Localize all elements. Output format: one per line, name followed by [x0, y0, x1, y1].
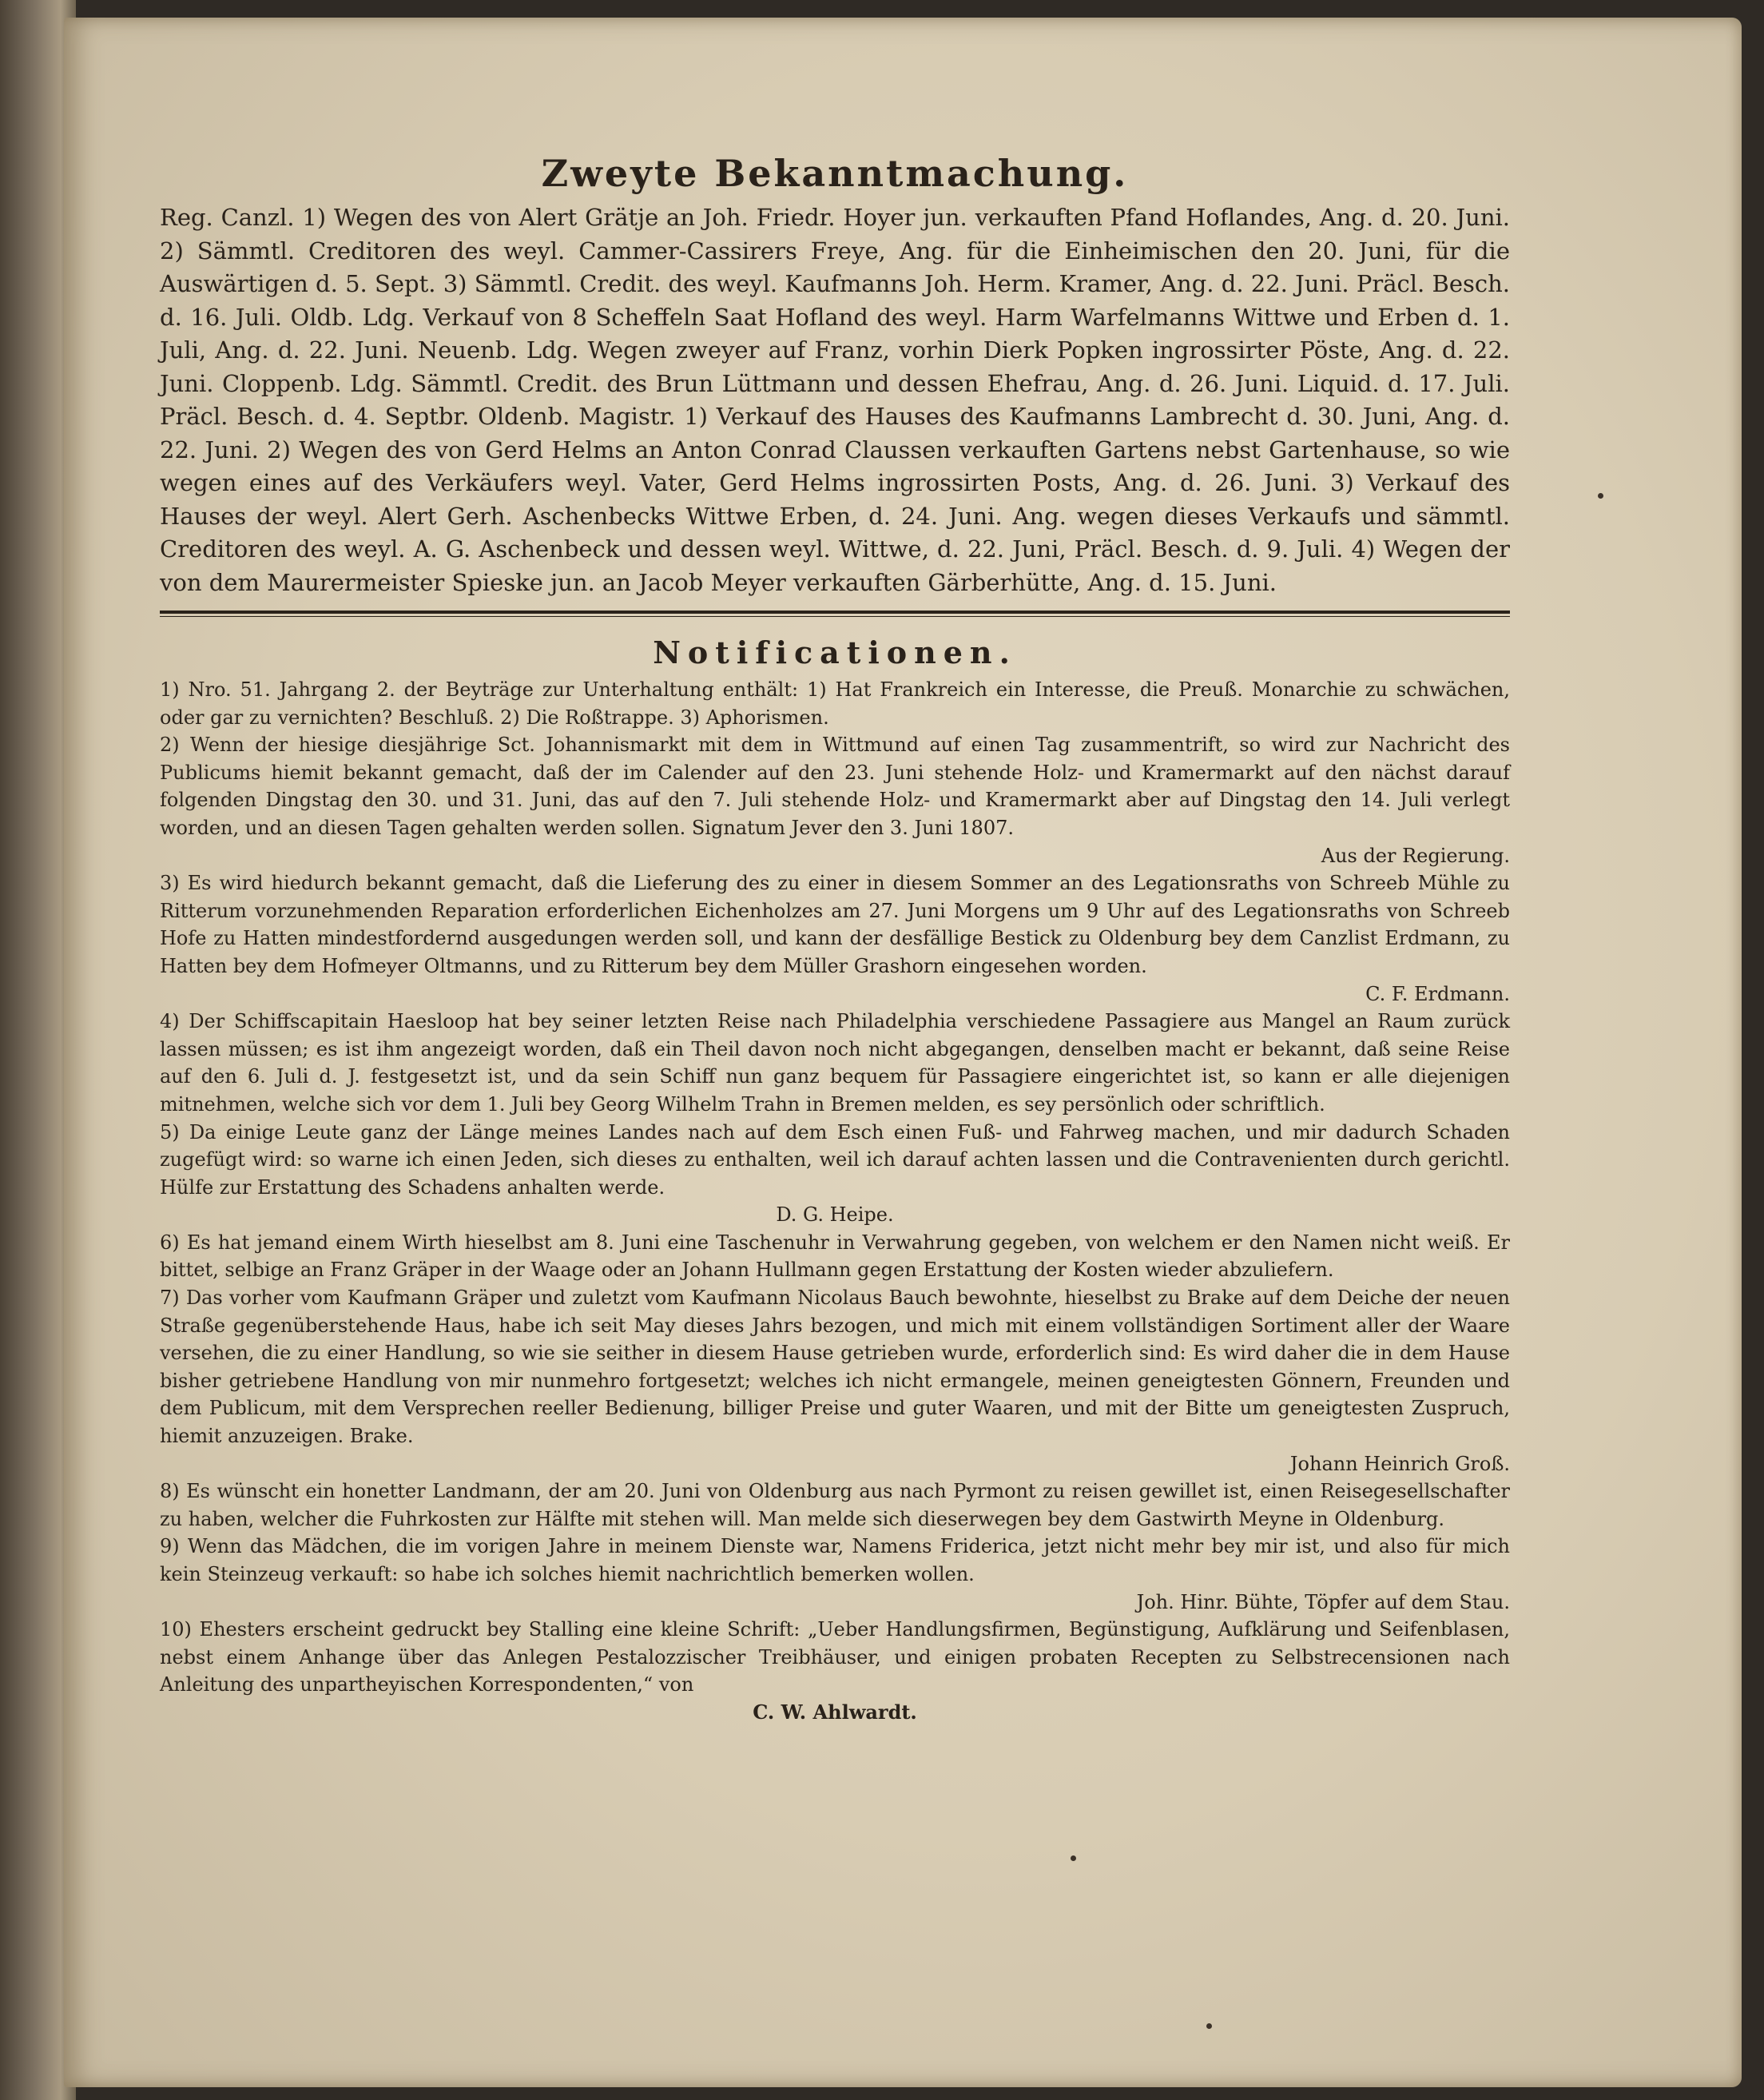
notice-item — [160, 676, 1510, 731]
notice-signature: Aus der Regierung. — [1321, 844, 1510, 867]
announcement-block — [160, 201, 1510, 599]
notice-item — [160, 1008, 1510, 1118]
page-content — [160, 152, 1510, 1727]
notice-item — [160, 1616, 1510, 1726]
notices-list — [160, 676, 1510, 1727]
notice-text: 8) Es wünscht ein honetter Landmann, der am 20. Juni von Oldenburg aus nach Pyrmont zu reisen gewillet ist, einen Reisegesellschafter zu haben, welcher die Fuhrkosten zur Hälfte mit stehen will. Man melde sich dieserwegen bey dem Gastwirth Meyne in Oldenburg. — [160, 1480, 1510, 1530]
notice-signature: D. G. Heipe. — [776, 1203, 894, 1227]
notice-text: 10) Ehesters erscheint gedruckt bey Stalling eine kleine Schrift: „Ueber Handlungsfirmen, Begünstigung, Aufklärung und Seifenblasen, nebst einem Anhange über das Anlegen Pestalozzischer Treibhäuser, und einigen probaten Recepten zu Selbstrecensionen nach Anleitung des unpartheyischen Korrespondenten,“ von — [160, 1618, 1510, 1696]
heading-notificationen: Notificationen. — [653, 634, 1017, 670]
notice-text: 4) Der Schiffscapitain Haesloop hat bey seiner letzten Reise nach Philadelphia verschiedene Passagiere aus Mangel an Raum zurück lassen müssen; es ist ihm angezeigt worden, daß ein Theil davon noch nicht abgegangen, denselben macht er bekannt, daß seine Reise auf den 6. Juli d. J. festgesetzt ist, und da sein Schiff nun ganz bequem für Passagiere eingerichtet ist, so kann er alle diejenigen mitnehmen, welche sich vor dem 1. Juli bey Georg Wilhelm Trahn in Bremen melden, es sey persönlich oder schriftlich. — [160, 1010, 1510, 1116]
notice-signature: Joh. Hinr. Bühte, Töpfer auf dem Stau. — [1136, 1590, 1510, 1613]
notice-item — [160, 1229, 1510, 1284]
notice-text: 6) Es hat jemand einem Wirth hieselbst am 8. Juni eine Taschenuhr in Verwahrung gegeben, von welchem er den Namen nicht weiß. Er bittet, selbige an Franz Gräper in der Waage oder an Johann Hullmann gegen Erstattung der Kosten wieder abzuliefern. — [160, 1231, 1510, 1282]
notice-signature: C. W. Ahlwardt. — [753, 1700, 917, 1724]
notice-item — [160, 1284, 1510, 1478]
notice-text: 2) Wenn der hiesige diesjährige Sct. Johannismarkt mit dem in Wittmund auf einen Tag zusammentrift, so wird zur Nachricht des Publicums hiemit bekannt gemacht, daß der im Calender auf den 23. Juni stehende Holz- und Kramermarkt auf den nächst darauf folgenden Dingstag den 30. und 31. Juni, das auf den 7. Juli stehende Holz- und Kramermarkt aber auf Dingstag den 14. Juli verlegt worden, und an diesen Tagen gehalten werden sollen. Signatum Jever den 3. Juni 1807. — [160, 734, 1510, 839]
notice-text: 7) Das vorher vom Kaufmann Gräper und zuletzt vom Kaufmann Nicolaus Bauch bewohnte, hieselbst zu Brake auf dem Deiche der neuen Straße gegenüberstehende Haus, habe ich seit May dieses Jahrs bezogen, und mich mit einem vollständigen Sortiment aller der Waare versehen, die zu einer Handlung, so wie sie seither in diesem Hause getrieben wurde, erforderlich sind: Es wird daher die in dem Hause bisher getriebene Handlung von mir nunmehro fortgesetzt; welches ich nicht ermangele, meinen geneigtesten Gönnern, Freunden und dem Publicum, mit dem Versprechen reeller Bedienung, billiger Preise und guter Waaren, und mit der Bitte um geneigtesten Zuspruch, hiemit anzuzeigen. Brake. — [160, 1287, 1510, 1448]
notice-item — [160, 869, 1510, 1008]
notice-item — [160, 1119, 1510, 1229]
notice-signature: C. F. Erdmann. — [1365, 982, 1510, 1005]
section-divider — [160, 611, 1510, 617]
notice-text: 9) Wenn das Mädchen, die im vorigen Jahre in meinem Dienste war, Namens Friderica, jetzt nicht mehr bey mir ist, und also für mich kein Steinzeug verkauft: so habe ich solches hiemit nachrichtlich bemerken wollen. — [160, 1535, 1510, 1585]
notice-text: 5) Da einige Leute ganz der Länge meines Landes nach auf dem Esch einen Fuß- und Fahrweg machen, und mir dadurch Schaden zugefügt wird: so warne ich einen Jeden, sich dieses zu enthalten, weil ich darauf achten lassen und die Contravenienten durch gerichtl. Hülfe zur Erstattung des Schadens anhalten werde. — [160, 1120, 1510, 1199]
margin-mark — [1598, 493, 1603, 499]
notice-item — [160, 1478, 1510, 1533]
heading-zweyte-bekanntmachung: Zweyte Bekanntmachung. — [541, 152, 1129, 195]
notice-item — [160, 1533, 1510, 1616]
announcement-paragraph: Reg. Canzl. 1) Wegen des von Alert Grätje an Joh. Friedr. Hoyer jun. verkauften Pfand Hoflandes, Ang. d. 20. Juni. 2) Sämmtl. Creditoren des weyl. Cammer-Cassirers Freye, Ang. für die Einheimischen den 20. Juni, für die Auswärtigen d. 5. Sept. 3) Sämmtl. Credit. des weyl. Kaufmanns Joh. Herm. Kramer, Ang. d. 22. Juni. Präcl. Besch. d. 16. Juli. Oldb. Ldg. Verkauf von 8 Scheffeln Saat Hofland des weyl. Harm Warfelmanns Wittwe und Erben d. 1. Juli, Ang. d. 22. Juni. Neuenb. Ldg. Wegen zweyer auf Franz, vorhin Dierk Popken ingrossirter Pöste, Ang. d. 22. Juni. Cloppenb. Ldg. Sämmtl. Credit. des Brun Lüttmann und dessen Ehefrau, Ang. d. 26. Juni. Liquid. d. 17. Juli. Präcl. Besch. d. 4. Septbr. Oldenb. Magistr. 1) Verkauf des Hauses des Kaufmanns Lambrecht d. 30. Juni, Ang. d. 22. Juni. 2) Wegen des von Gerd Helms an Anton Conrad Claussen verkauften Gartens nebst Gartenhause, so wie wegen eines auf des Verkäufers weyl. Vater, Gerd Helms ingrossirten Posts, Ang. d. 26. Juni. 3) Verkauf des Hauses der weyl. Alert Gerh. Aschenbecks Wittwe Erben, d. 24. Juni. Ang. wegen dieses Verkaufs und sämmtl. Creditoren des weyl. A. G. Aschenbeck und dessen weyl. Wittwe, d. 22. Juni, Präcl. Besch. d. 9. Juli. 4) Wegen der von dem Maurermeister Spieske jun. an Jacob Meyer verkauften Gärberhütte, Ang. d. 15. Juni. — [160, 204, 1510, 596]
notice-item — [160, 731, 1510, 869]
margin-mark — [1071, 1855, 1076, 1861]
notice-text: 1) Nro. 51. Jahrgang 2. der Beyträge zur Unterhaltung enthält: 1) Hat Frankreich ein Interesse, die Preuß. Monarchie zu schwächen, oder gar zu vernichten? Beschluß. 2) Die Roßtrappe. 3) Aphorismen. — [160, 678, 1510, 729]
notice-signature: Johann Heinrich Groß. — [1289, 1452, 1510, 1475]
margin-mark — [1206, 2023, 1212, 2029]
notice-text: 3) Es wird hiedurch bekannt gemacht, daß die Lieferung des zu einer in diesem Sommer an des Legationsraths von Schreeb Mühle zu Ritterum vorzunehmenden Reparation erforderlichen Eichenholzes am 27. Juni Morgens um 9 Uhr auf des Legationsraths von Schreeb Hofe zu Hatten mindestfordernd ausgedungen werden soll, und kann der desfällige Bestick zu Oldenburg bey dem Canzlist Erdmann, zu Hatten bey dem Hofmeyer Oltmanns, und zu Ritterum bey dem Müller Grashorn eingesehen worden. — [160, 872, 1510, 977]
